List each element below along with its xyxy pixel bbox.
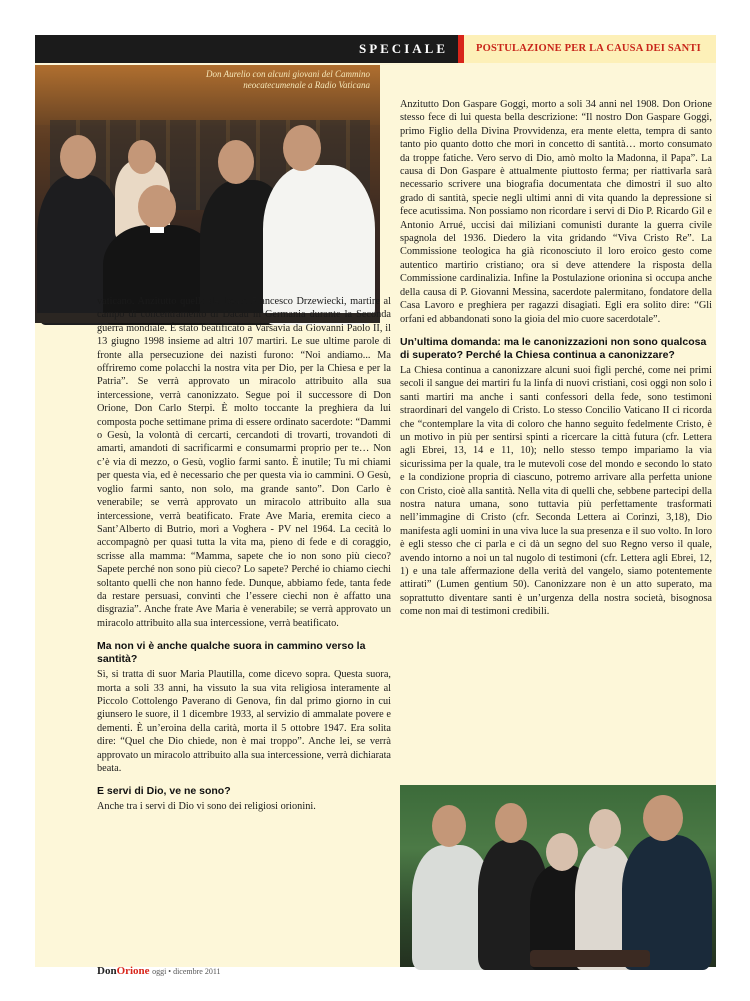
paragraph: Sì, si tratta di suor Maria Plautilla, come dicevo sopra. Questa suora, morta a soli 33 anni, ha vissuto la sua vita religiosa interamente al Piccolo Cottolengo Paverano di Genova, fin dal primo giorno in cui giunsero le suore, il 1 dicembre 1933, al servizio di ammalate povere e dementi. È un’eroina della carità, morta il 5 ottobre 1947. Era solita dire: “Quel che Dio chiede, non è mai troppo”. Anche lei, se verrà approvato un miracolo attribuito alla sua intercessione, verrà dichiarata beata. — [97, 669, 391, 774]
paragraph: Anzitutto Don Gaspare Goggi, morto a soli 34 anni nel 1908. Don Orione stesso fece di lui questa bella descrizione: “Il nostro Don Gaspare Goggi, primo Figlio della Divina Provvidenza, era mente eletta, tempra di santo tanto pio quanto dotto che morì in concetto di santità… morto consumato da troppe fatiche. Vero servo di Dio, amò molto la Madonna, il Papa”. La causa di Don Gaspare è attualmente piuttosto ferma; per riattivarla sarà necessario scrivere una biografia documentata che dimostri il suo alto grado di santità, specie negli ultimi anni di vita quando la depressione si fece acutissima. Non possiamo non ricordare i servi di Dio P. Ricardo Gil e Antonio Arrué, uccisi dai miliziani comunisti durante la guerra civile spagnola del 1936. Diedero la vita gridando “Viva Cristo Re”. La Commissione teologica ha già riconosciuto il loro eroico gesto come autentico martirio cristiano; ora si deve attendere la risposta della Commissione cardinalizia. Infine la Postulazione orionina si occupa anche della causa di P. Giovanni Messina, sacerdote palermitano, fondatore della Casa Lavoro e preghiera per ragazzi disagiati. Egli era solito dire: “Gli orfani ed abbandonati sono la gioia del mio cuore sacerdotale”. — [400, 99, 712, 325]
paragraph: La Chiesa continua a canonizzare alcuni suoi figli perché, come nei primi secoli il sangue dei martiri fu la linfa di nuovi cristiani, così oggi non solo i santi martiri ma anche i santi confessori della fede, sono testimoni straordinari del vangelo di Cristo. Lo stesso Concilio Vaticano II ci ricorda che “contemplare la vita di coloro che hanno seguito fedelmente Cristo, è un motivo in più per sentirsi spinti a ricercare la città futura (cfr. Lettera agli Ebrei, 13, 14 e 11, 10); nello stesso tempo impariamo la via sicurissima per la quale, tra le mutevoli cose del mondo e secondo lo stato e la condizione propria di ciascuno, potremo arrivare alla perfetta unione con Cristo, cioè alla santità. Nella vita di quelli che, sebbene partecipi della nostra natura umana, sono tuttavia più perfettamente trasformati nell’immagine di Cristo (cfr. Seconda Lettera ai Corinzi, 3,18), Dio manifesta agli uomini in una viva luce la sua presenza e il suo volto. In loro è egli stesso che ci parla e ci dà un segno del suo Regno verso il quale, avendo intorno a noi un tal nugolo di testimoni (cfr. Lettera agli Ebrei, 12, 1) e una tale affermazione della verità del vangelo, siamo potentemente attirati” (Lumen gentium 50). Canonizzare non è un atto superato, ma soprattutto diventare santi è un’urgenza della nostra società, bisognosa come non mai di testimoni credibili. — [400, 364, 712, 618]
question-heading: E servi di Dio, ve ne sono? — [97, 785, 231, 798]
magazine-page — [35, 35, 716, 977]
paragraph: vaticano. Anzitutto quella del beato Francesco Drzewiecki, martire al campo di concentramento di Dacau in Germania durante la Seconda guerra mondiale. È stato beatificato a Varsavia da Giovanni Paolo II, il 13 giugno 1998 insieme ad altri 107 martiri. Le sue ultime parole di fronte alla persecuzione dei nazisti furono: “Noi andiamo... Ma offriremo come polacchi la nostra vita per Dio, per la Chiesa e per la Patria”. Se verrà approvato un miracolo attribuito alla sua intercessione, verrà canonizzato. Segue poi il successore di Don Orione, Don Carlo Sterpi. È molto toccante la preghiera da lui composta poche settimane prima di essere ordinato sacerdote: “Dammi o Gesù, la volontà di cercarti, cercandoti di trovarti, trovandoti di amarti, amandoti di sacrificarmi e consumarmi proprio per te… Non c’è via di mezzo, o Gesù, voglio farmi santo. È inutile; Tu mi chiami per questa via, ed è necessario che per questa via io cammini. O Gesù, voglio farmi santo, non solo, ma grande santo”. Don Carlo è venerabile; se verrà approvato un miracolo attribuito alla sua intercessione, verrà beatificato. Frate Ave Maria, eremita cieco a Sant’Alberto di Butrio, morì a Voghera - PV nel 1964. La cecità lo accompagnò per quasi tutta la vita ma, pieno di fede e di coraggio, scrisse alla mamma: “Mamma, sapete che io non sono più cieco? Sapete perché non sono più cieco? Lo sapete? Perché io chiamo ciechi soltanto quelli che non hanno fede. Dunque, abbiamo fede, tanta fede da restare persuasi, convinti che l’essere ciechi non è affatto una disgrazia”. Anche frate Ave Maria è venerabile; se verrà approvato un miracolo attribuito alla sua intercessione, verrà beatificato. — [97, 296, 391, 629]
footer-brand-don: Don — [97, 965, 117, 977]
left-column — [97, 295, 391, 818]
section-title: POSTULAZIONE PER LA CAUSA DEI SANTI — [476, 43, 701, 54]
priests-cake-photo — [400, 785, 716, 967]
page-footer — [97, 965, 221, 977]
question-heading: Ma non vi è anche qualche suora in cammino verso la santità? — [97, 640, 366, 666]
radio-vaticana-photo — [35, 65, 380, 323]
right-column — [400, 98, 712, 623]
paragraph: Anche tra i servi di Dio vi sono dei religiosi orionini. — [97, 801, 316, 813]
footer-issue: oggi • dicembre 2011 — [152, 967, 221, 976]
section-label: SPECIALE — [358, 41, 448, 56]
question-heading: Un’ultima domanda: ma le canonizzazioni non sono qualcosa di superato? Perché la Chiesa continua a canonizzare? — [400, 335, 707, 361]
footer-brand-orione: Orione — [116, 965, 150, 977]
photo-caption: Don Aurelio con alcuni giovani del Cammino neocatecumenale a Radio Vaticana — [206, 69, 370, 90]
